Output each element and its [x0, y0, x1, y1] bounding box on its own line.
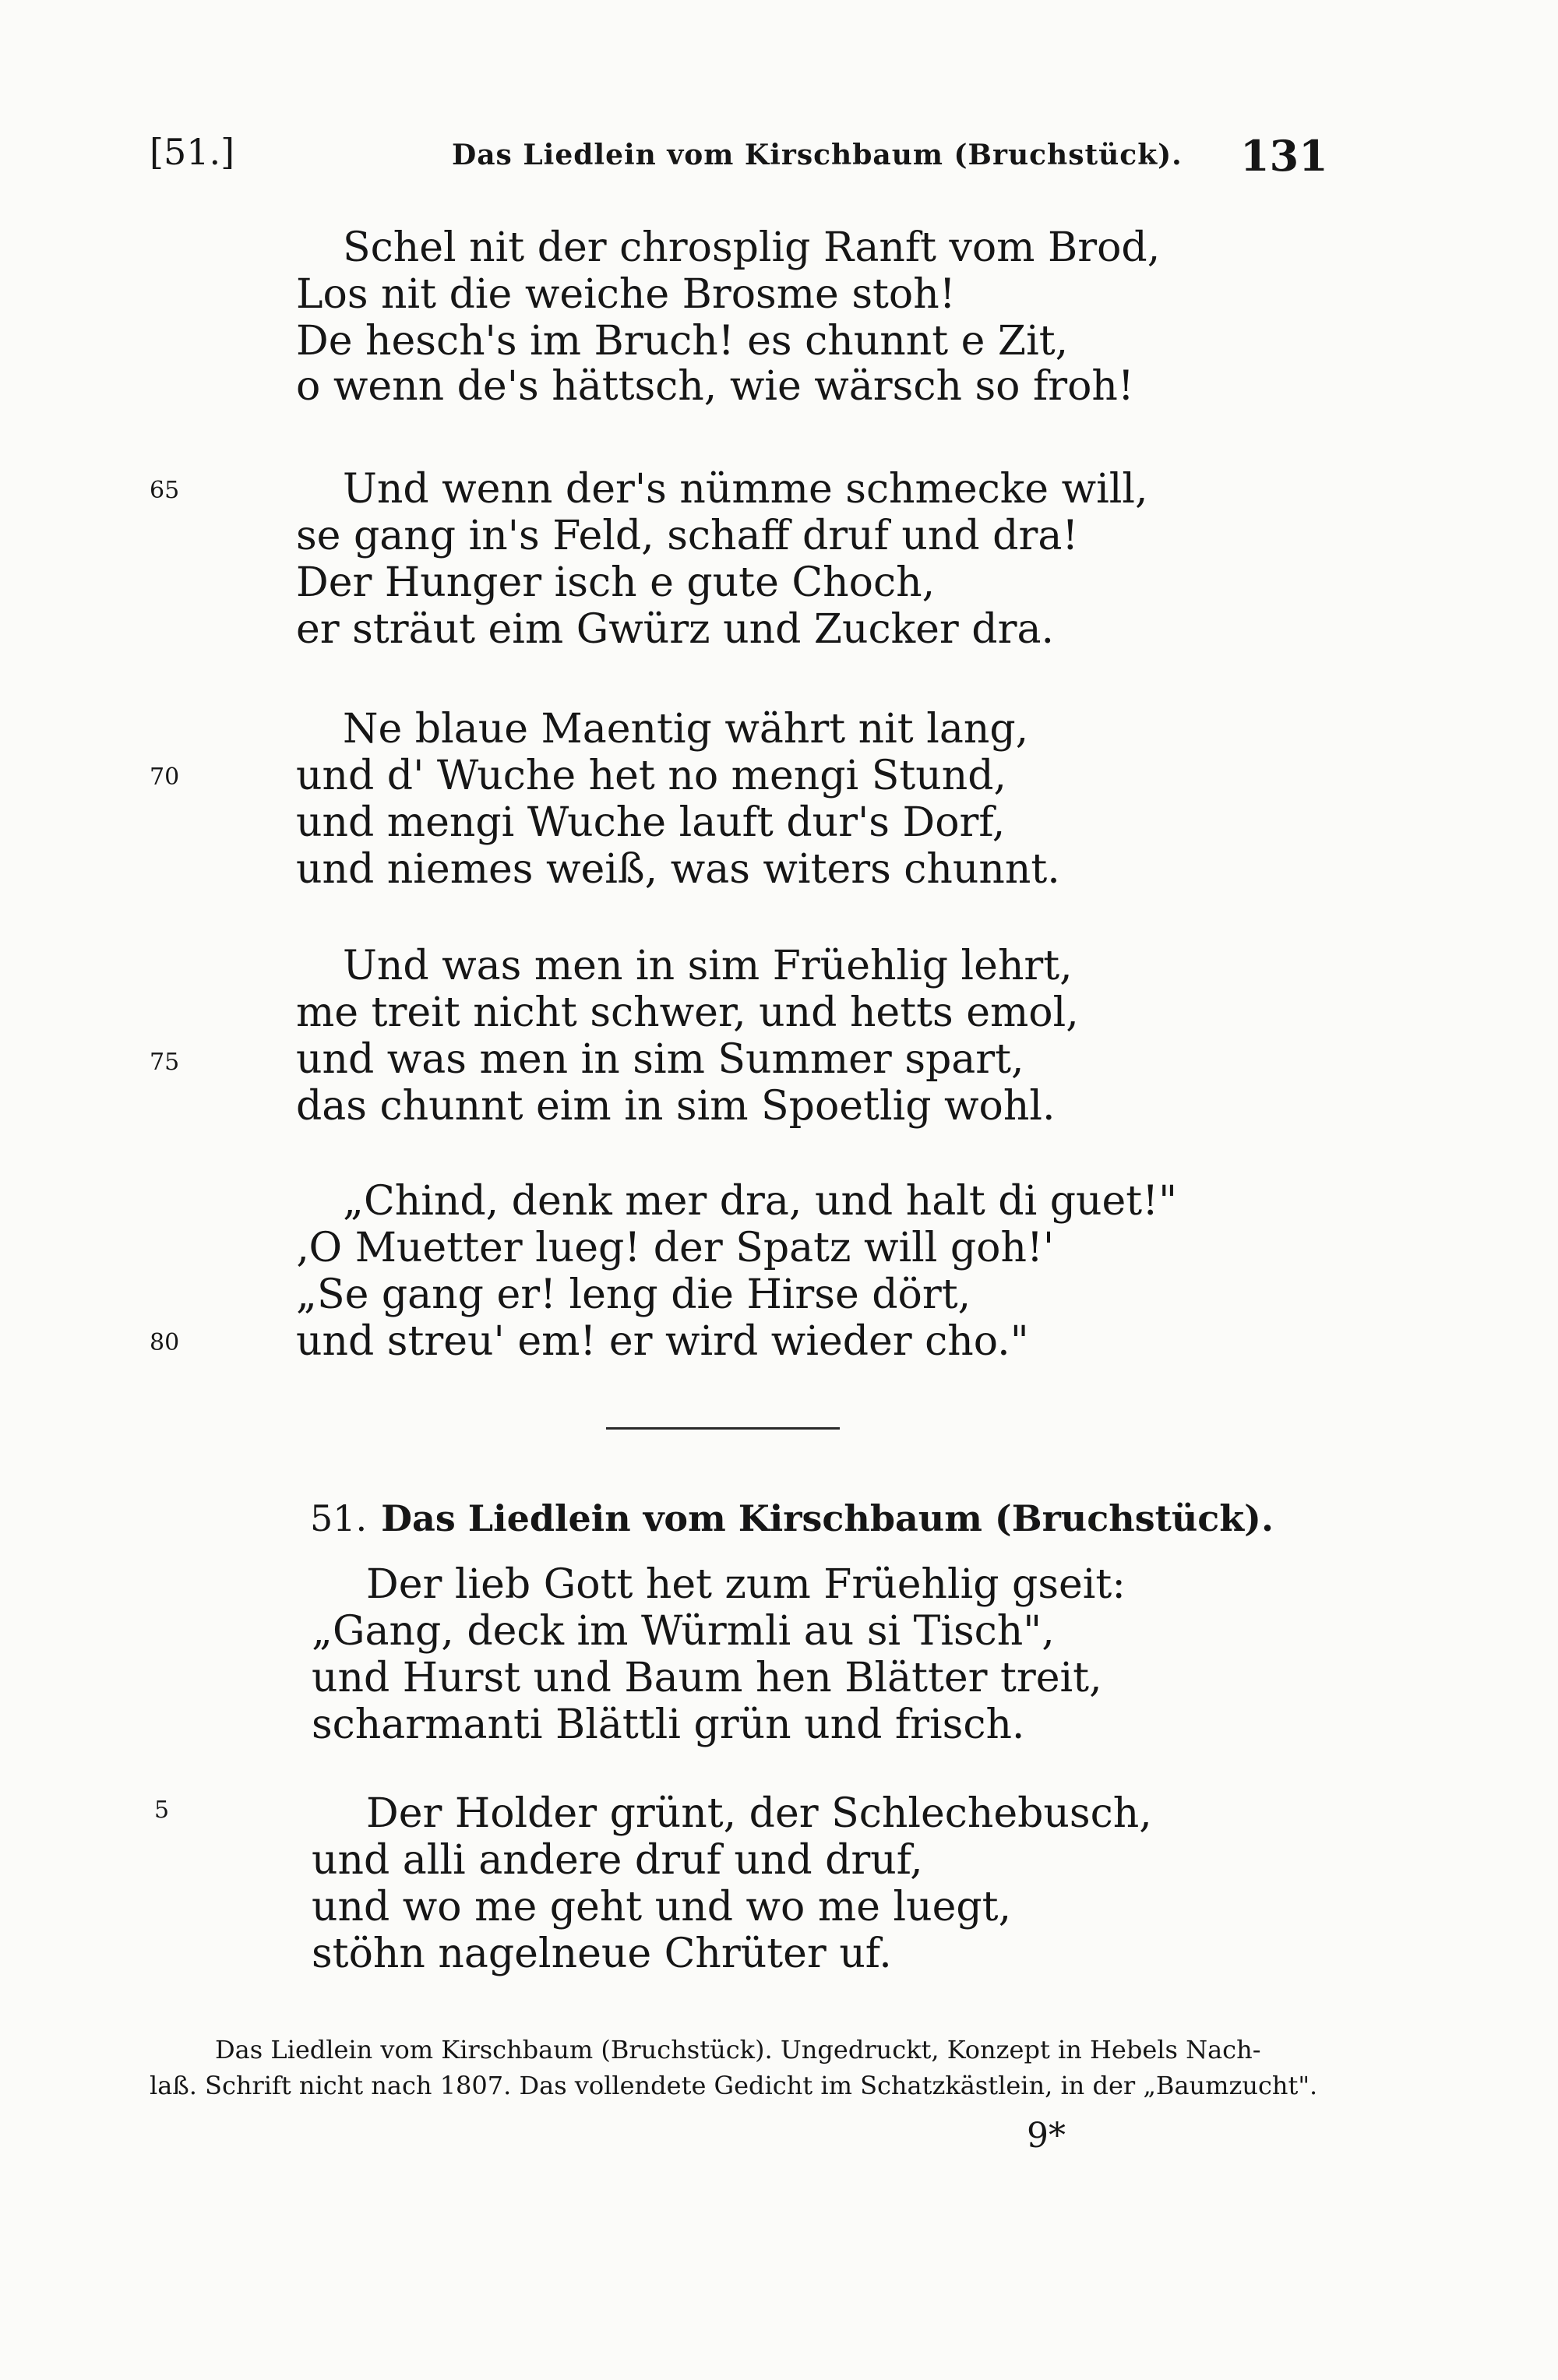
verse-line: und mengi Wuche lauft dur's Dorf,	[296, 799, 1006, 846]
verse-line: Der Hunger isch e gute Choch,	[296, 559, 936, 606]
verse-line: De hesch's im Bruch! es chunnt e Zit,	[296, 318, 1069, 365]
verse-line: das chunnt eim in sim Spoetlig wohl.	[296, 1083, 1056, 1130]
verse-line: und Hurst und Baum hen Blätter treit,	[312, 1655, 1102, 1701]
line-number: 80	[150, 1329, 180, 1356]
verse-line: er sträut eim Gwürz und Zucker dra.	[296, 606, 1054, 653]
verse-line: me treit nicht schwer, und hetts emol,	[296, 989, 1079, 1036]
verse-line: scharmanti Blättli grün und frisch.	[312, 1701, 1025, 1748]
verse-line: Schel nit der chrosplig Ranft vom Brod,	[343, 224, 1161, 271]
poem-heading	[310, 1497, 1274, 1539]
verse-line: „Chind, denk mer dra, und halt di guet!"	[343, 1178, 1178, 1225]
line-number: 70	[150, 763, 180, 791]
verse-line: Und wenn der's nümme schmecke will,	[343, 466, 1148, 513]
verse-line: und niemes weiß, was witers chunnt.	[296, 846, 1060, 893]
verse-line: Der Holder grünt, der Schlechebusch,	[366, 1790, 1152, 1837]
verse-line: und d' Wuche het no mengi Stund,	[296, 753, 1007, 799]
verse-line: ‚O Muetter lueg! der Spatz will goh!'	[296, 1225, 1055, 1271]
poem-title: Das Liedlein vom Kirschbaum (Bruchstück).	[381, 1497, 1274, 1539]
line-number: 5	[154, 1796, 170, 1824]
verse-line: se gang in's Feld, schaff druf und dra!	[296, 513, 1079, 559]
verse-line: stöhn nagelneue Chrüter uf.	[312, 1930, 892, 1977]
verse-line: Der lieb Gott het zum Früehlig gseit:	[366, 1561, 1126, 1608]
section-mark: [51.]	[150, 131, 235, 173]
footnote-line: laß. Schrift nicht nach 1807. Das vollendete Gedicht im Schatzkästlein, in der „Baumzucht".	[150, 2071, 1318, 2100]
verse-line: und alli andere druf und druf,	[312, 1837, 923, 1884]
verse-line: Los nit die weiche Brosme stoh!	[296, 271, 956, 318]
verse-line: und streu' em! er wird wieder cho."	[296, 1318, 1029, 1365]
verse-line: „Se gang er! leng die Hirse dört,	[296, 1271, 971, 1318]
running-title: Das Liedlein vom Kirschbaum (Bruchstück).	[452, 139, 1183, 171]
line-number: 75	[150, 1049, 180, 1076]
poem-number: 51.	[310, 1497, 368, 1539]
line-number: 65	[150, 477, 180, 504]
verse-line: Ne blaue Maentig währt nit lang,	[343, 706, 1029, 753]
verse-line: Und was men in sim Früehlig lehrt,	[343, 943, 1073, 989]
verse-line: o wenn de's hättsch, wie wärsch so froh!	[296, 363, 1134, 410]
signature-mark: 9*	[1027, 2116, 1066, 2156]
verse-line: und was men in sim Summer spart,	[296, 1036, 1024, 1083]
page-number: 131	[1240, 131, 1328, 181]
footnote-line: Das Liedlein vom Kirschbaum (Bruchstück). Ungedruckt, Konzept in Hebels Nach-	[215, 2035, 1261, 2064]
section-divider	[606, 1427, 840, 1430]
verse-line: und wo me geht und wo me luegt,	[312, 1884, 1012, 1930]
verse-line: „Gang, deck im Würmli au si Tisch",	[312, 1608, 1055, 1655]
